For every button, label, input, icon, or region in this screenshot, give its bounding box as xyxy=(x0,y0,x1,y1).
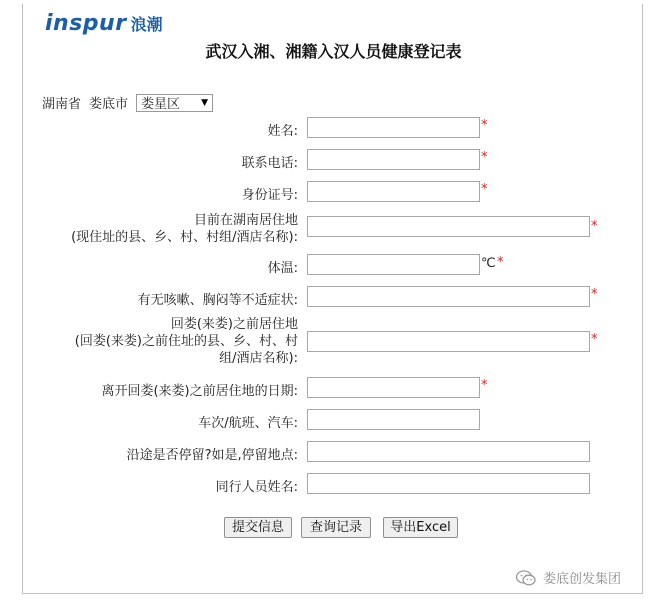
wechat-icon xyxy=(515,569,537,587)
city-label: 娄底市 xyxy=(89,97,129,112)
export-excel-button[interactable]: 导出Excel xyxy=(383,517,458,538)
dropdown-arrow-icon: ▼ xyxy=(201,97,209,108)
departure-date-required-mark: * xyxy=(481,378,488,393)
region-selector xyxy=(42,93,213,112)
phone-label: 联系电话: xyxy=(241,156,298,171)
logo-text-en: inspur xyxy=(45,10,127,36)
residence-required-mark: * xyxy=(591,219,598,234)
previous-residence-label-line3: 组/酒店名称): xyxy=(219,351,298,366)
submit-button[interactable]: 提交信息 xyxy=(224,517,292,538)
transport-label: 车次/航班、汽车: xyxy=(198,416,298,431)
temperature-input[interactable] xyxy=(307,254,480,275)
previous-residence-label-line1: 回娄(来娄)之前居住地 xyxy=(170,317,298,332)
page-title: 武汉入湘、湘籍入汉人员健康登记表 xyxy=(205,42,462,61)
query-records-button[interactable]: 查询记录 xyxy=(301,517,371,538)
stopover-label: 沿途是否停留?如是,停留地点: xyxy=(126,448,298,463)
departure-date-input[interactable] xyxy=(307,377,480,398)
previous-residence-label-line2: (回娄(来娄)之前住址的县、乡、村、村 xyxy=(74,334,298,349)
companions-label: 同行人员姓名: xyxy=(215,480,298,495)
id-number-required-mark: * xyxy=(481,182,488,197)
previous-residence-required-mark: * xyxy=(591,332,598,347)
symptoms-label: 有无咳嗽、胸闷等不适症状: xyxy=(137,293,298,308)
watermark xyxy=(515,568,621,587)
name-required-mark: * xyxy=(481,118,488,133)
departure-date-label: 离开回娄(来娄)之前居住地的日期: xyxy=(101,384,298,399)
inspur-logo xyxy=(45,10,163,36)
symptoms-required-mark: * xyxy=(591,287,598,302)
companions-input[interactable] xyxy=(307,473,590,494)
district-select[interactable] xyxy=(136,94,213,112)
residence-input[interactable] xyxy=(307,216,590,237)
id-number-input[interactable] xyxy=(307,181,480,202)
watermark-text: 娄底创发集团 xyxy=(543,572,622,587)
previous-residence-input[interactable] xyxy=(307,331,590,352)
district-value: 娄星区 xyxy=(141,97,181,112)
logo-text-cn: 浪潮 xyxy=(130,14,163,34)
name-label: 姓名: xyxy=(267,124,298,139)
previous-residence-label xyxy=(30,316,298,367)
residence-label xyxy=(40,212,298,246)
residence-label-line1: 目前在湖南居住地 xyxy=(193,213,298,228)
residence-label-line2: (现住址的县、乡、村、村组/酒店名称): xyxy=(71,230,298,245)
stopover-input[interactable] xyxy=(307,441,590,462)
temperature-label: 体温: xyxy=(267,261,298,276)
temperature-unit: ℃ xyxy=(481,256,496,271)
phone-required-mark: * xyxy=(481,150,488,165)
temperature-required-mark: * xyxy=(497,255,504,270)
province-label: 湖南省 xyxy=(42,97,82,112)
id-number-label: 身份证号: xyxy=(241,188,298,203)
symptoms-input[interactable] xyxy=(307,286,590,307)
name-input[interactable] xyxy=(307,117,480,138)
transport-input[interactable] xyxy=(307,409,480,430)
phone-input[interactable] xyxy=(307,149,480,170)
